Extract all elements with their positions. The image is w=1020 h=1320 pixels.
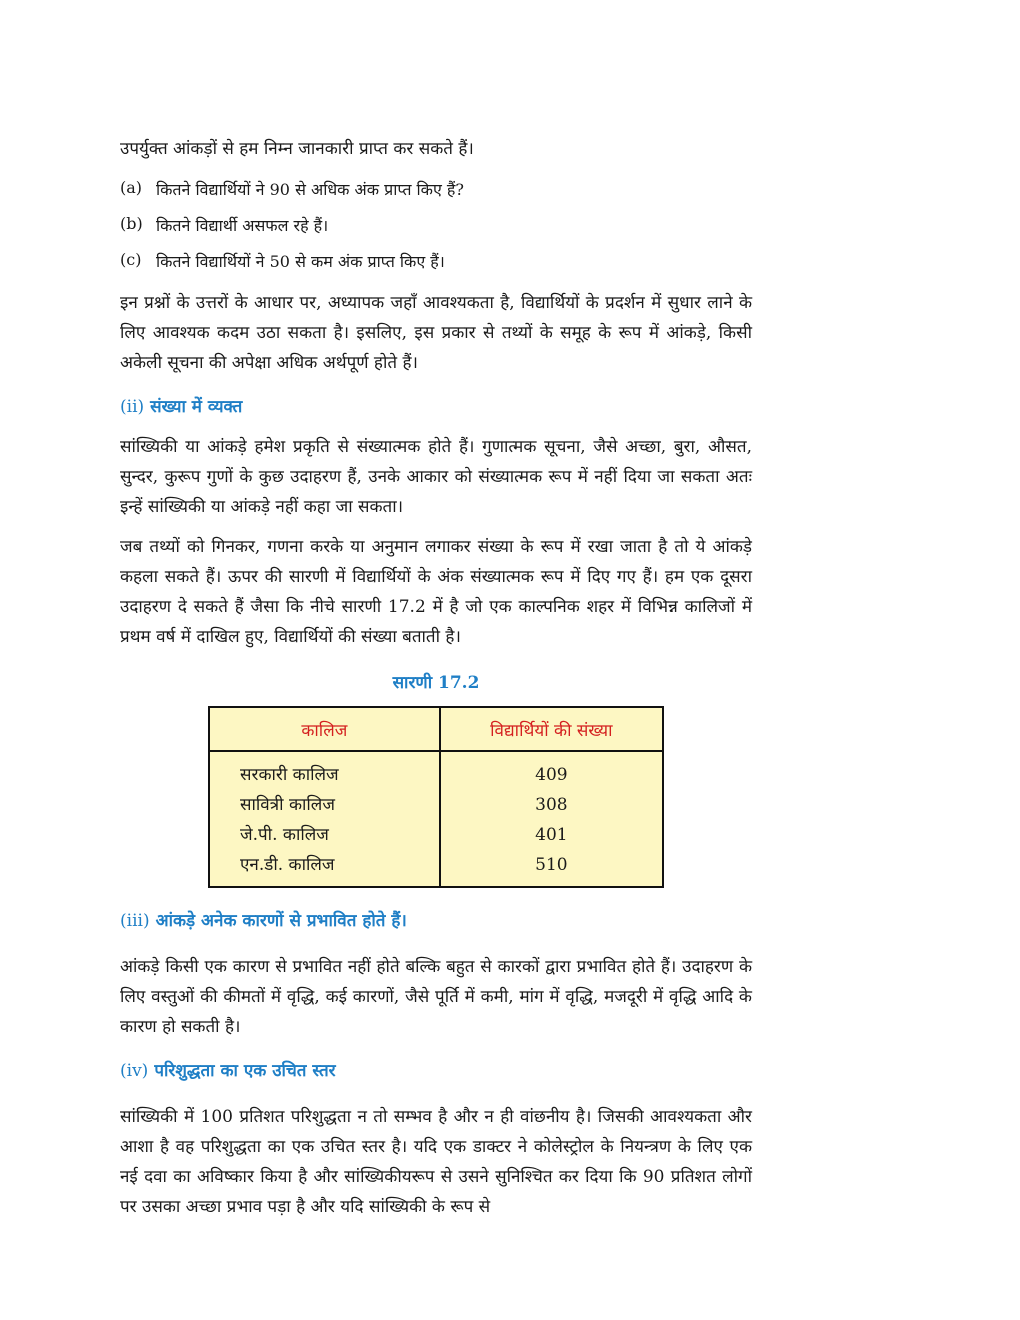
question-b <box>120 214 752 236</box>
question-text: कितने विद्यार्थियों ने 50 से कम अंक प्राप्त किए हैं। <box>156 252 445 271</box>
question-text: कितने विद्यार्थियों ने 90 से अधिक अंक प्राप्त किए हैं? <box>156 180 464 199</box>
question-c <box>120 250 752 272</box>
college-name: एन.डी. कालिज <box>209 850 440 887</box>
section-number: (iv) <box>120 1061 149 1081</box>
intro-text: उपर्युक्त आंकड़ों से हम निम्न जानकारी प्राप्त कर सकते हैं। <box>120 139 474 159</box>
paragraph-1: इन प्रश्नों के उत्तरों के आधार पर, अध्यापक जहाँ आवश्यकता है, विद्यार्थियों के प्रदर्शन में सुधार लाने के लिए आवश्यक कदम उठा सकता है। इसलिए, इस प्रकार से तथ्यों के समूह के रूप में आंकड़े, किसी अकेली सूचना की अपेक्षा अधिक अर्थपूर्ण होते हैं। <box>120 293 752 373</box>
section-heading-ii <box>120 392 752 422</box>
college-table <box>208 706 664 888</box>
question-label: (b) <box>120 214 143 233</box>
table-header-row <box>209 707 663 751</box>
college-name: सावित्री कालिज <box>209 790 440 820</box>
table-row <box>209 850 663 887</box>
college-name: सरकारी कालिज <box>209 751 440 790</box>
table-row <box>209 790 663 820</box>
student-count: 409 <box>535 765 568 785</box>
table-row <box>209 751 663 790</box>
section-number: (iii) <box>120 911 150 931</box>
question-text: कितने विद्यार्थी असफल रहे हैं। <box>156 216 329 235</box>
table-row <box>209 820 663 850</box>
paragraph-3: जब तथ्यों को गिनकर, गणना करके या अनुमान लगाकर संख्या के रूप में रखा जाता है तो ये आंकड़े कहला सकते हैं। ऊपर की सारणी में विद्यार्थियों के अंक संख्यात्मक रूप में दिए गए हैं। हम एक दूसरा उदाहरण दे सकते हैं जैसा कि नीचे सारणी 17.2 में है जो एक काल्पनिक शहर में विभिन्न कालिजों में प्रथम वर्ष में दाखिल हुए, विद्यार्थियों की संख्या बताती है। <box>120 537 752 647</box>
section-title: आंकड़े अनेक कारणों से प्रभावित होते हैं। <box>155 911 407 931</box>
table-caption: सारणी 17.2 <box>392 673 480 693</box>
header-college: कालिज <box>209 707 440 751</box>
paragraph-4: आंकड़े किसी एक कारण से प्रभावित नहीं होते बल्कि बहुत से कारकों द्वारा प्रभावित होते हैं। उदाहरण के लिए वस्तुओं की कीमतों में वृद्धि, कई कारणों, जैसे पूर्ति में कमी, मांग में वृद्धि, मजदूरी में वृद्धि आदि के कारण हो सकती है। <box>120 957 752 1037</box>
section-title: परिशुद्धता का एक उचित स्तर <box>154 1061 336 1081</box>
section-heading-iii <box>120 906 752 936</box>
question-label: (c) <box>120 250 142 269</box>
section-heading-iv <box>120 1056 752 1086</box>
college-name: जे.पी. कालिज <box>209 820 440 850</box>
section-title: संख्या में व्यक्त <box>150 397 243 417</box>
paragraph-2: सांख्यिकी या आंकड़े हमेश प्रकृति से संख्यात्मक होते हैं। गुणात्मक सूचना, जैसे अच्छा, बुरा, औसत, सुन्दर, कुरूप गुणों के कुछ उदाहरण हैं, उनके आकार को संख्यात्मक रूप में नहीं दिया जा सकता अतः इन्हें सांख्यिकी या आंकड़े नहीं कहा जा सकता। <box>120 437 752 517</box>
question-label: (a) <box>120 178 143 197</box>
paragraph-5: सांख्यिकी में 100 प्रतिशत परिशुद्धता न तो सम्भव है और न ही वांछनीय है। जिसकी आवश्यकता और आशा है वह परिशुद्धता का एक उचित स्तर है। यदि एक डाक्टर ने कोलेस्ट्रोल के नियन्त्रण के लिए एक नई दवा का अविष्कार किया है और सांख्यिकीयरूप से उसने सुनिश्चित कर दिया कि 90 प्रतिशत लोगों पर उसका अच्छा प्रभाव पड़ा है और यदि सांख्यिकी के रूप से <box>120 1107 752 1217</box>
page-content <box>120 128 752 1222</box>
student-count: 510 <box>535 855 568 875</box>
header-student-count: विद्यार्थियों की संख्या <box>440 707 663 751</box>
student-count: 308 <box>535 795 568 815</box>
student-count: 401 <box>535 825 568 845</box>
section-number: (ii) <box>120 397 145 417</box>
question-a <box>120 178 752 200</box>
